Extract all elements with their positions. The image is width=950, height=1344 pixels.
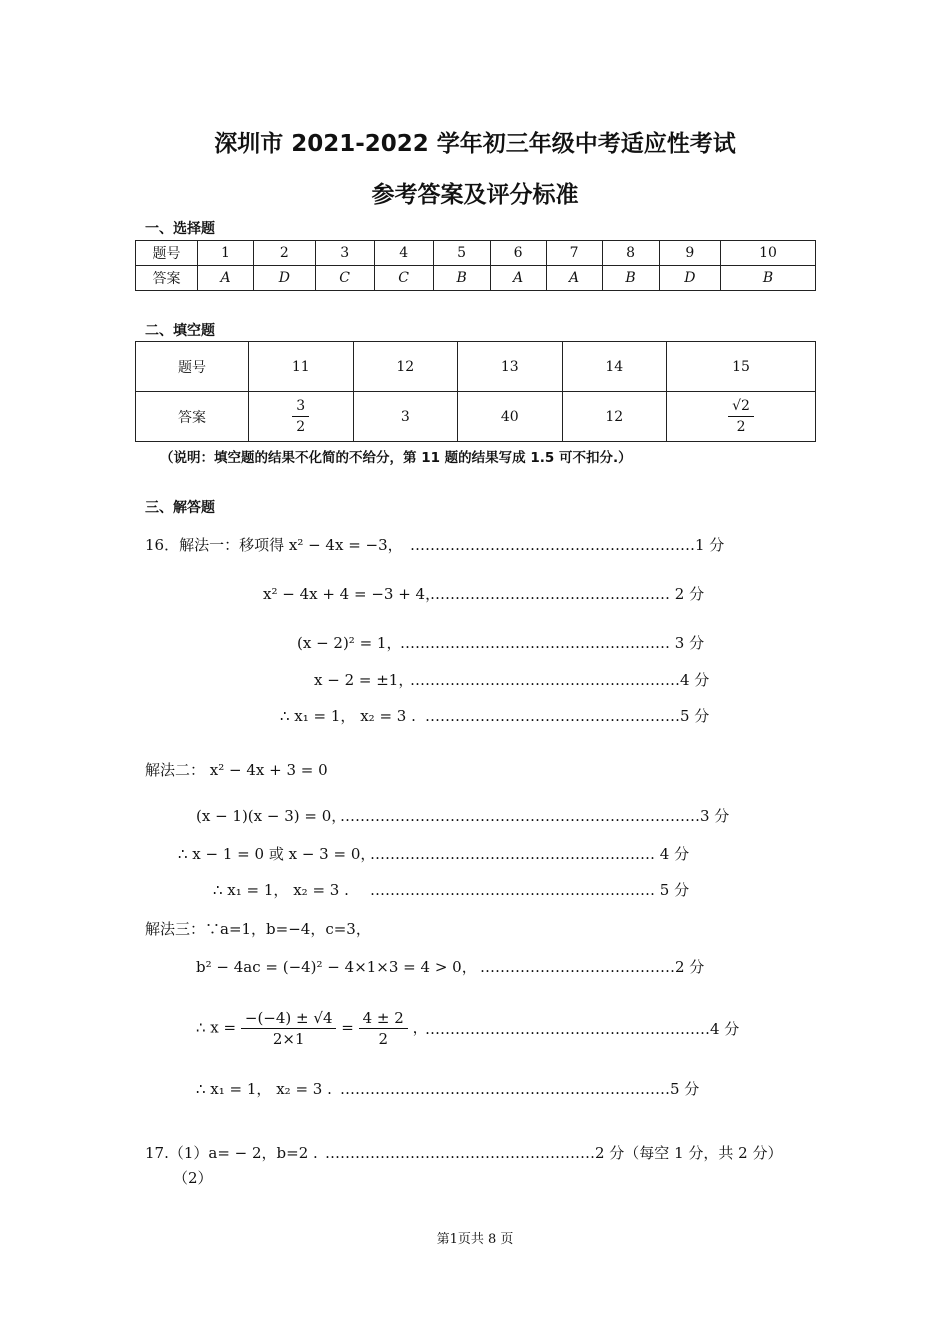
solution-line: ∴ x₁ = 1， x₂ = 3 . bbox=[280, 707, 416, 725]
table-cell: B bbox=[721, 266, 816, 291]
fraction bbox=[359, 1008, 408, 1049]
solution-line: (x − 2)² = 1， bbox=[297, 634, 402, 652]
score-dots: ………………………………………………4 分 bbox=[410, 671, 710, 689]
choice-question-row bbox=[136, 241, 816, 266]
score-dots: ……………………………………………5 分 bbox=[425, 707, 710, 725]
numerator: 4 ± 2 bbox=[359, 1008, 408, 1029]
table-cell: C bbox=[315, 266, 374, 291]
numerator: 3 bbox=[292, 396, 309, 417]
table-cell: 5 bbox=[433, 241, 490, 266]
table-cell bbox=[667, 392, 816, 442]
fraction bbox=[292, 396, 309, 437]
table-cell: B bbox=[433, 266, 490, 291]
comma: ， bbox=[412, 1018, 428, 1037]
table-cell: B bbox=[602, 266, 659, 291]
table-cell: 2 bbox=[254, 241, 316, 266]
score-dots: ………………………………………………………………3 分 bbox=[340, 807, 730, 825]
table-cell: 12 bbox=[353, 342, 458, 392]
table-cell: 6 bbox=[490, 241, 546, 266]
table-cell: 12 bbox=[562, 392, 667, 442]
table-cell: D bbox=[659, 266, 721, 291]
solution-line: ∴ x − 1 = 0 或 x − 3 = 0， bbox=[178, 845, 376, 863]
table-cell: 7 bbox=[546, 241, 602, 266]
score-dots: …………………………………………………………5 分 bbox=[340, 1080, 700, 1098]
table-cell: 40 bbox=[458, 392, 563, 442]
row-label: 答案 bbox=[136, 266, 198, 291]
table-cell: 3 bbox=[353, 392, 458, 442]
denominator: 2 bbox=[378, 1030, 388, 1048]
section-heading-fill: 二、填空题 bbox=[145, 323, 215, 339]
score-dots: ……………………………………………… 3 分 bbox=[400, 634, 705, 652]
table-cell: 15 bbox=[667, 342, 816, 392]
table-cell: 13 bbox=[458, 342, 563, 392]
solution-line: (x − 1)(x − 3) = 0， bbox=[196, 807, 347, 825]
section-heading-solve: 三、解答题 bbox=[145, 500, 215, 516]
table-cell: A bbox=[546, 266, 602, 291]
table-cell: 14 bbox=[562, 342, 667, 392]
table-cell: 11 bbox=[249, 342, 354, 392]
method-heading: 解法三：∵a=1，b=−4，c=3， bbox=[145, 920, 371, 938]
score-dots: …………………………………2 分 bbox=[480, 958, 705, 976]
numerator: −(−4) ± √4 bbox=[241, 1008, 337, 1029]
method-heading: 解法二： x² − 4x + 3 = 0 bbox=[145, 761, 328, 779]
page-title: 深圳市 2021-2022 学年初三年级中考适应性考试 bbox=[214, 131, 736, 157]
solution-line: 17.（1）a= − 2，b=2 . bbox=[145, 1144, 318, 1162]
score-dots: ………………………………………………… 4 分 bbox=[370, 845, 690, 863]
table-cell bbox=[249, 392, 354, 442]
row-label: 题号 bbox=[136, 241, 198, 266]
table-cell: 4 bbox=[374, 241, 433, 266]
table-cell: 9 bbox=[659, 241, 721, 266]
table-cell: 10 bbox=[721, 241, 816, 266]
fill-note: （说明：填空题的结果不化简的不给分，第 11 题的结果写成 1.5 可不扣分.） bbox=[160, 450, 632, 466]
choice-answer-row bbox=[136, 266, 816, 291]
solution-line: x − 2 = ±1， bbox=[314, 671, 414, 689]
score-dots: ………………………………………………2 分（每空 1 分，共 2 分） bbox=[325, 1144, 783, 1162]
solution-line: （2） bbox=[173, 1169, 213, 1187]
solution-line: b² − 4ac = (−4)² − 4×1×3 = 4 > 0， bbox=[196, 958, 477, 976]
denominator: 2×1 bbox=[272, 1030, 305, 1048]
table-cell: A bbox=[198, 266, 254, 291]
fill-question-row bbox=[136, 342, 816, 392]
denominator: 2 bbox=[296, 419, 306, 435]
row-label: 题号 bbox=[136, 342, 249, 392]
table-cell: 8 bbox=[602, 241, 659, 266]
solution-line: ∴ x₁ = 1， x₂ = 3 . bbox=[196, 1080, 332, 1098]
section-heading-choice: 一、选择题 bbox=[145, 221, 215, 237]
denominator: 2 bbox=[736, 419, 746, 435]
fraction bbox=[241, 1008, 337, 1049]
choice-answer-table bbox=[135, 240, 816, 291]
solution-line: 16．解法一：移项得 x² − 4x = −3， bbox=[145, 536, 403, 554]
row-label: 答案 bbox=[136, 392, 249, 442]
page-subtitle: 参考答案及评分标准 bbox=[371, 182, 579, 208]
score-dots: ………………………………………………… 5 分 bbox=[370, 881, 690, 899]
quadratic-formula-line bbox=[196, 1008, 428, 1049]
fraction bbox=[728, 396, 754, 437]
score-dots: ………………………………………… 2 分 bbox=[430, 585, 705, 603]
table-cell: D bbox=[254, 266, 316, 291]
fill-answer-table bbox=[135, 341, 816, 442]
numerator: √2 bbox=[728, 396, 754, 417]
table-cell: C bbox=[374, 266, 433, 291]
formula-prefix: ∴ x = bbox=[196, 1018, 237, 1037]
table-cell: A bbox=[490, 266, 546, 291]
solution-line: ∴ x₁ = 1， x₂ = 3 . bbox=[213, 881, 349, 899]
table-cell: 1 bbox=[198, 241, 254, 266]
score-dots: …………………………………………………4 分 bbox=[425, 1020, 740, 1038]
equals-sign: = bbox=[341, 1018, 354, 1037]
fill-answer-row bbox=[136, 392, 816, 442]
solution-line: x² − 4x + 4 = −3 + 4， bbox=[263, 585, 441, 603]
table-cell: 3 bbox=[315, 241, 374, 266]
score-dots: …………………………………………………1 分 bbox=[410, 536, 725, 554]
page-footer: 第1页共 8 页 bbox=[436, 1232, 514, 1247]
